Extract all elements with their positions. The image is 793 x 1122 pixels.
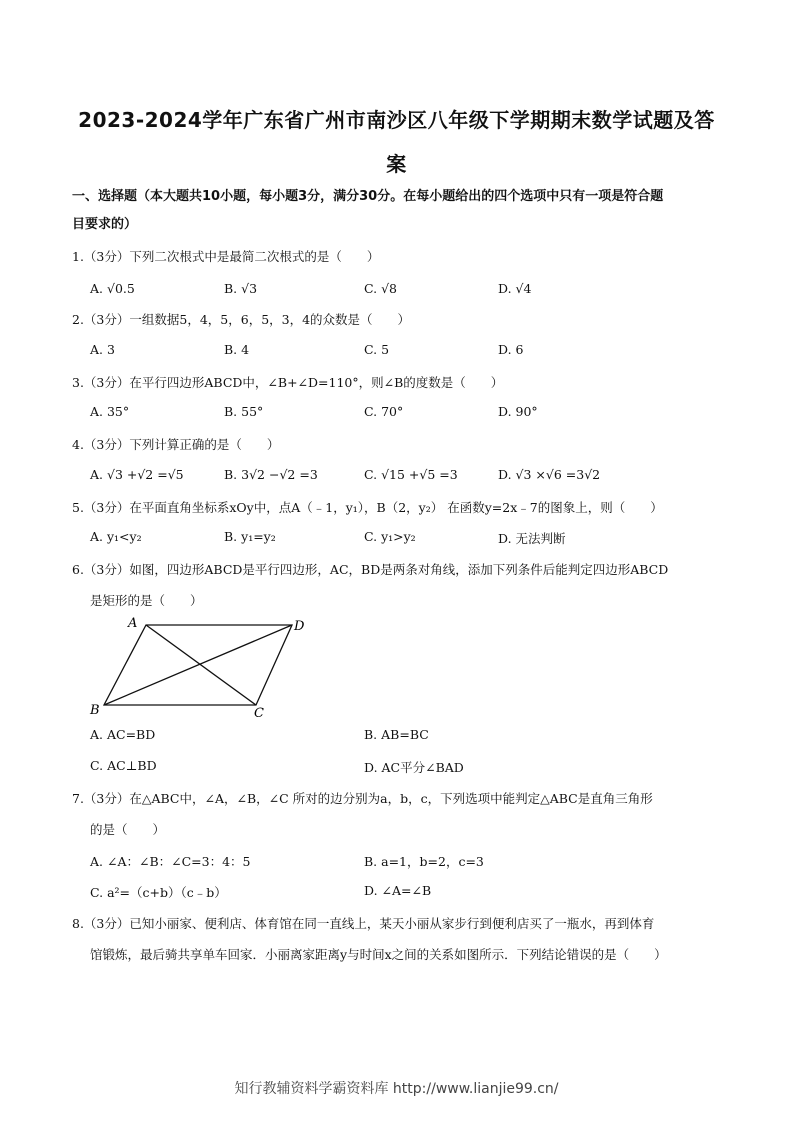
question-1-stem: 1.（3分）下列二次根式中是最简二次根式的是（ ） [72, 249, 380, 264]
question-1-options [90, 281, 730, 301]
q2-option-b: B. 4 [224, 342, 250, 357]
question-6-stem-continued: 是矩形的是（ ） [90, 593, 203, 608]
question-7-stem-continued: 的是（ ） [90, 822, 166, 837]
q2-option-c: C. 5 [364, 342, 390, 357]
question-6-stem: 6.（3分）如图，四边形ABCD是平行四边形，AC，BD是两条对角线，添加下列条件后能判定四边形ABCD [72, 562, 669, 577]
question-3-options [90, 404, 730, 424]
section-heading-line2: 目要求的） [72, 217, 138, 232]
q6-option-a: A. AC=BD [90, 727, 156, 742]
question-8-stem-continued: 馆锻炼，最后骑共享单车回家．小丽离家距离y与时间x之间的关系如图所示．下列结论错误的是（ ） [90, 947, 667, 962]
page-title-continued: 案 [386, 152, 407, 176]
q4-option-b: B. 3√2 −√2 =3 [224, 467, 318, 482]
question-6-options-row1 [90, 727, 730, 747]
footer-link[interactable]: 知行教辅资料学霸资料库 http://www.lianjie99.cn/ [234, 1081, 559, 1097]
question-4-stem: 4.（3分）下列计算正确的是（ ） [72, 437, 280, 452]
q5-option-d: D. 无法判断 [498, 531, 566, 546]
parallelogram-figure [86, 613, 316, 723]
question-4-options [90, 467, 730, 487]
question-5-options [90, 529, 730, 549]
question-3-stem: 3.（3分）在平行四边形ABCD中，∠B+∠D=110°，则∠B的度数是（ ） [72, 375, 504, 390]
question-7-options-row1 [90, 852, 730, 872]
q2-option-a: A. 3 [90, 342, 115, 357]
q3-option-c: C. 70° [364, 404, 404, 419]
question-7-options-row2 [90, 883, 730, 903]
q6-option-c: C. AC⊥BD [90, 758, 157, 773]
diagonal-bd [104, 625, 292, 705]
q5-option-a: A. y₁<y₂ [90, 529, 142, 544]
q7-option-b: B. a=1，b=2，c=3 [364, 854, 484, 869]
question-2-stem: 2.（3分）一组数据5，4，5，6，5，3，4的众数是（ ） [72, 312, 411, 327]
q3-option-d: D. 90° [498, 404, 538, 419]
q4-option-c: C. √15 +√5 =3 [364, 467, 458, 482]
q7-option-d: D. ∠A=∠B [364, 883, 432, 898]
diagonal-ac [146, 625, 256, 705]
q4-option-d: D. √3 ×√6 =3√2 [498, 467, 601, 482]
q6-option-b: B. AB=BC [364, 727, 429, 742]
vertex-label-b: B [90, 703, 100, 718]
page-title: 2023-2024学年广东省广州市南沙区八年级下学期期末数学试题及答 [78, 108, 715, 132]
question-6-options-row2 [90, 758, 730, 778]
q5-option-c: C. y₁>y₂ [364, 529, 416, 544]
q1-option-c: C. √8 [364, 281, 397, 296]
q7-option-a: A. ∠A：∠B：∠C=3：4：5 [90, 854, 251, 869]
q5-option-b: B. y₁=y₂ [224, 529, 276, 544]
q6-option-d: D. AC平分∠BAD [364, 760, 464, 775]
section-heading [72, 183, 732, 239]
question-2-options [90, 342, 730, 362]
vertex-label-d: D [294, 619, 305, 634]
vertex-label-a: A [128, 616, 138, 631]
question-7-stem: 7.（3分）在△ABC中，∠A，∠B，∠C 所对的边分别为a，b，c，下列选项中能判定△ABC是直角三角形 [72, 791, 653, 806]
question-8-stem: 8.（3分）已知小丽家、便利店、体育馆在同一直线上，某天小丽从家步行到便利店买了一瓶水，再到体育 [72, 916, 655, 931]
vertex-label-c: C [254, 706, 264, 721]
q2-option-d: D. 6 [498, 342, 524, 357]
q3-option-b: B. 55° [224, 404, 264, 419]
q1-option-a: A. √0.5 [90, 281, 135, 296]
q4-option-a: A. √3 +√2 =√5 [90, 467, 184, 482]
q1-option-d: D. √4 [498, 281, 532, 296]
q1-option-b: B. √3 [224, 281, 258, 296]
question-5-stem: 5.（3分）在平面直角坐标系xOy中，点A（﹣1，y₁），B（2，y₂） 在函数y=2x﹣7的图象上，则（ ） [72, 500, 663, 515]
q3-option-a: A. 35° [90, 404, 130, 419]
section-heading-line1: 一、选择题（本大题共10小题，每小题3分，满分30分。在每小题给出的四个选项中只有一项是符合题 [72, 189, 664, 204]
q7-option-c: C. a²=（c+b）（c﹣b） [90, 885, 227, 900]
